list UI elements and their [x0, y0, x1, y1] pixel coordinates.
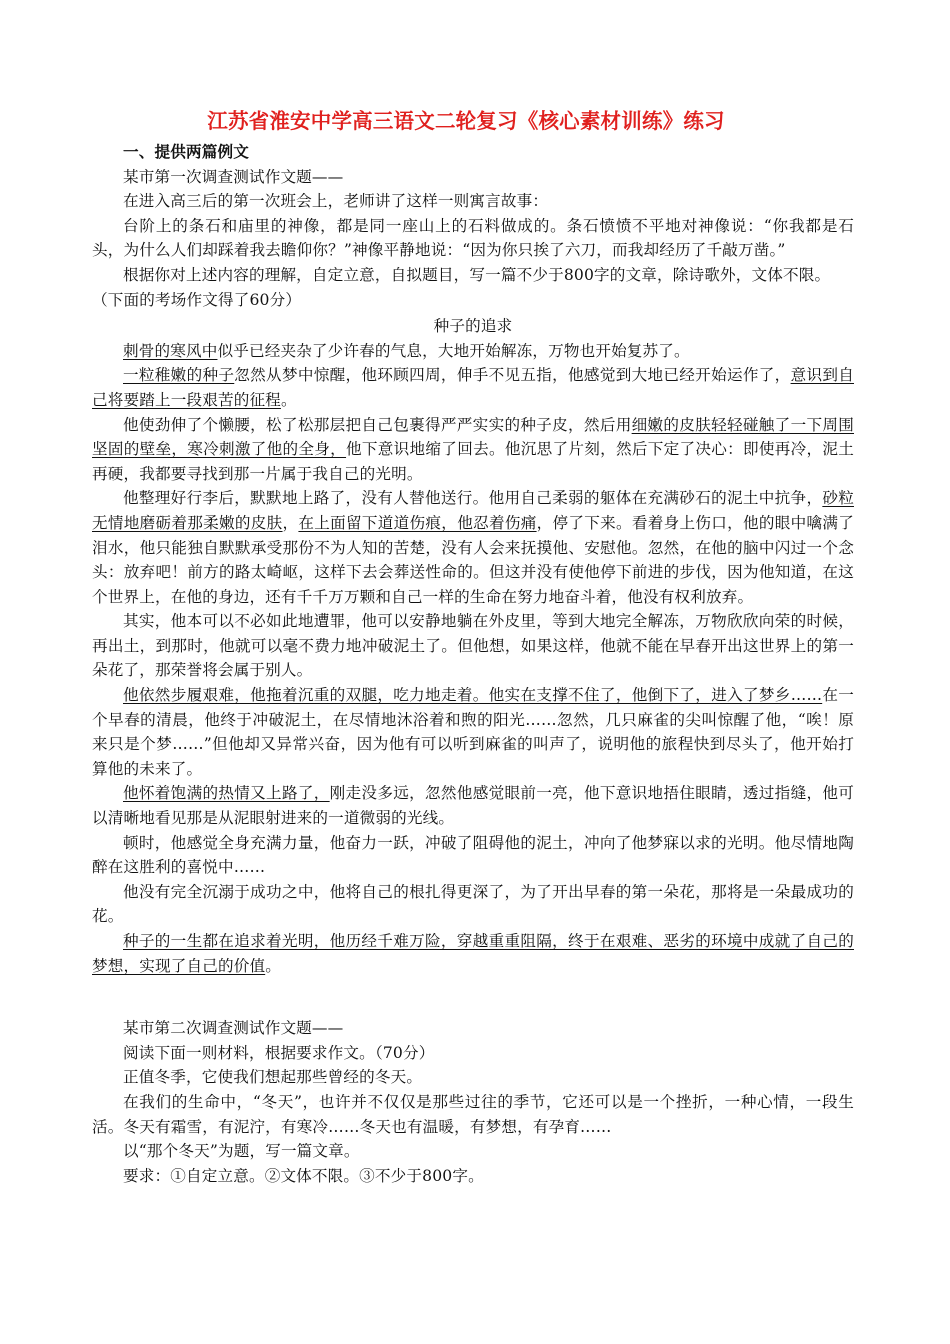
underlined-text: 砂粒无情地磨砺着那柔嫩的皮肤 — [92, 489, 854, 532]
underlined-text: 种子的一生都在追求着光明，他历经千难万险，穿越重重阻隔，终于在艰难、恶劣的环境中成就了自己的梦想，实现了自己的价值 — [92, 932, 854, 975]
exam2-instruction: 阅读下面一则材料，根据要求作文。（70分） — [123, 1043, 435, 1062]
essay-paragraph — [92, 683, 854, 781]
paragraph-text: 刚走没多远，忽然他感觉眼前一亮，他下意识地捂住眼睛，透过指缝，他可以清晰地看见那是从泥眼射进来的一道微弱的光线。 — [92, 784, 855, 828]
underlined-text: 刺骨的寒风中 — [123, 341, 218, 360]
paragraph-text: 他下意识地缩了回去。他沉思了片刻，然后下定了决心：即使再冷，泥土再硬，我都要寻找到那一片属于我自己的光明。 — [92, 440, 854, 483]
paragraph-text: 忽然从梦中惊醒，他环顾四周，伸手不见五指，他感觉到大地已经开始运作了， — [234, 366, 791, 385]
exam2-material-1: 正值冬季，它使我们想起那些曾经的冬天。 — [123, 1068, 423, 1087]
exam2-task: 以“那个冬天”为题，写一篇文章。 — [123, 1142, 360, 1161]
essay-paragraph — [92, 486, 854, 609]
exam2-requirements: 要求：①自定立意。②文体不限。③不少于800字。 — [123, 1166, 484, 1185]
exam2-label: 某市第二次调查测试作文题—— — [123, 1019, 344, 1038]
exam1-fable: 台阶上的条石和庙里的神像，都是同一座山上的石料做成的。条石愤愤不平地对神像说：“你我都是石头，为什么人们却踩着我去瞻仰你？”神像平静地说：“因为你只挨了六刀，而我却经历了千敲万凿。” — [92, 216, 854, 260]
essay-paragraph: 顿时，他感觉全身充满力量，他奋力一跃，冲破了阻碍他的泥土，冲向了他梦寐以求的光明。他尽情地陶醉在这胜利的喜悦中…… — [92, 833, 854, 877]
underlined-text: 他怀着饱满的热情又上路了， — [123, 784, 330, 803]
paragraph-text: 他整理好行李后，默默地上路了，没有人替他送行。他用自己柔弱的躯体在充满砂石的泥土中抗争， — [123, 489, 823, 508]
document-title: 江苏省淮安中学高三语文二轮复习《核心素材训练》练习 — [207, 109, 725, 133]
underlined-text: 他依然步履艰难，他拖着沉重的双腿，吃力地走着。他实在支撑不住了，他倒下了，进入了梦乡…… — [123, 686, 823, 705]
essay-paragraph — [92, 413, 854, 487]
paragraph-text: ，停了下来。看着身上伤口，他的眼中噙满了泪水，他只能独自默默承受那份不为人知的苦楚，没有人会来抚摸他、安慰他。忽然，在他的脑中闪过一个念头：放弃吧！前方的路太崎岖，这样下去会葬送性命的。但这并没有使他停下前进的步伐，因为他知道，在这个世界上，在他的身边，还有千千万万颗和自己一样的生命在努力地奋斗着，他没有权利放弃。 — [92, 513, 854, 606]
essay-paragraph — [92, 363, 854, 412]
exam1-label: 某市第一次调查测试作文题—— — [123, 167, 344, 186]
essay-paragraph — [92, 339, 854, 364]
paragraph-text: 似乎已经夹杂了少许春的气息，大地开始解冻，万物也开始复苏了。 — [217, 341, 690, 360]
paragraph-text: 。 — [280, 390, 297, 409]
exam1-intro: 在进入高三后的第一次班会上，老师讲了这样一则寓言故事： — [123, 192, 549, 211]
essay-paragraph — [92, 781, 854, 830]
essay-paragraph: 他没有完全沉溺于成功之中，他将自己的根扎得更深了，为了开出早春的第一朵花，那将是一朵最成功的花。 — [92, 882, 854, 926]
paragraph-text: ， — [282, 513, 299, 532]
underlined-text: 意识到自己将要踏上一段艰苦的征程 — [92, 366, 854, 409]
exam1-score-note: （下面的考场作文得了60分） — [92, 290, 302, 309]
essay-paragraph — [92, 929, 854, 978]
exam2-material-2: 在我们的生命中，“冬天”，也许并不仅仅是那些过往的季节，它还可以是一个挫折，一种心情，一段生活。冬天有霜雪，有泥泞，有寒冷……冬天也有温暖，有梦想，有孕育…… — [92, 1092, 854, 1136]
underlined-text: 细嫩的皮肤轻轻碰触了一下周围坚固的壁垒，寒冷刺激了他的全身， — [92, 415, 854, 459]
essay-title: 种子的追求 — [433, 317, 513, 336]
document-page — [92, 104, 854, 1188]
paragraph-text: 。 — [265, 956, 281, 975]
exam1-prompt: 根据你对上述内容的理解，自定立意，自拟题目，写一篇不少于800字的文章，除诗歌外，文体不限。 — [123, 265, 831, 284]
underlined-text: 在上面留下道道伤痕，他忍着伤痛 — [298, 513, 537, 532]
paragraph-text: 在一个早春的清晨，他终于冲破泥土，在尽情地沐浴着和煦的阳光……忽然，几只麻雀的尖叫惊醒了他，“唉！原来只是个梦……”但他却又异常兴奋，因为他有可以听到麻雀的叫声了，说明他的旅程快到尽头了，他开始打算他的未来了。 — [92, 686, 854, 778]
section-heading: 一、提供两篇例文 — [123, 142, 249, 161]
underlined-text: 一粒稚嫩的种子 — [123, 366, 235, 385]
essay-paragraph: 其实，他本可以不必如此地遭罪，他可以安静地躺在外皮里，等到大地完全解冻，万物欣欣向荣的时候，再出土，到那时，他就可以毫不费力地冲破泥土了。但他想，如果这样，他就不能在早春开出这世界上的第一朵花了，那荣誉将会属于别人。 — [92, 612, 854, 680]
section-spacer — [92, 978, 854, 1016]
paragraph-text: 他使劲伸了个懒腰，松了松那层把自己包裹得严严实实的种子皮，然后用 — [123, 415, 632, 434]
